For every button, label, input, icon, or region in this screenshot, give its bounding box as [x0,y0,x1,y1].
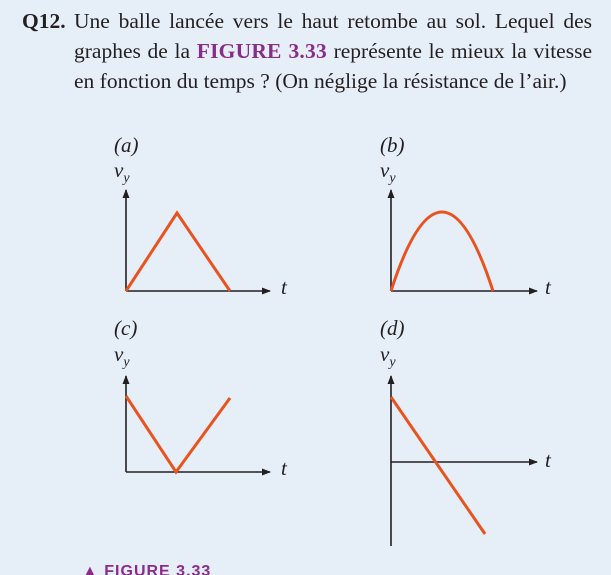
graph-a-y-axis-symbol: v [114,158,124,182]
graph-c-y-axis-subscript: y [123,355,130,371]
graph-b-y-axis-symbol: v [380,158,390,182]
graph-a-curve [126,213,230,291]
graph-c-curve [126,396,230,472]
figure-caption: ▲ FIGURE 3.33 [82,563,212,575]
graph-b-label: (b) [380,133,405,157]
graph-a-y-axis-subscript: y [123,171,130,187]
graph-d-curve [391,397,485,534]
graph-c-label: (c) [114,316,138,340]
graph-b-x-axis-label: t [545,275,551,299]
question-number: Q12. [22,9,66,33]
graph-c [126,376,270,472]
graph-d [391,376,537,546]
graph-d-y-axis-subscript: y [389,355,396,371]
graph-c-x-axis-label: t [281,456,287,480]
figure-reference: FIGURE 3.33 [196,39,327,63]
graph-a-x-axis-label: t [281,275,287,299]
graph-d-x-axis-label: t [545,448,551,472]
graph-b-y-axis-subscript: y [389,171,396,187]
question-text-after: représente le mieux la vitesse en fonction du temps ? (On néglige la résistance de l’air.) [74,39,592,93]
graph-b-curve [391,212,493,291]
graph-d-y-axis-symbol: v [380,342,390,366]
graph-c-y-axis-symbol: v [114,342,124,366]
graph-a-label: (a) [114,133,139,157]
graph-b [391,190,537,291]
graph-d-label: (d) [380,316,405,340]
question-text-before: Une balle lancée vers le haut retombe au sol. Lequel des graphes de la [74,9,592,63]
graph-a [126,190,270,291]
